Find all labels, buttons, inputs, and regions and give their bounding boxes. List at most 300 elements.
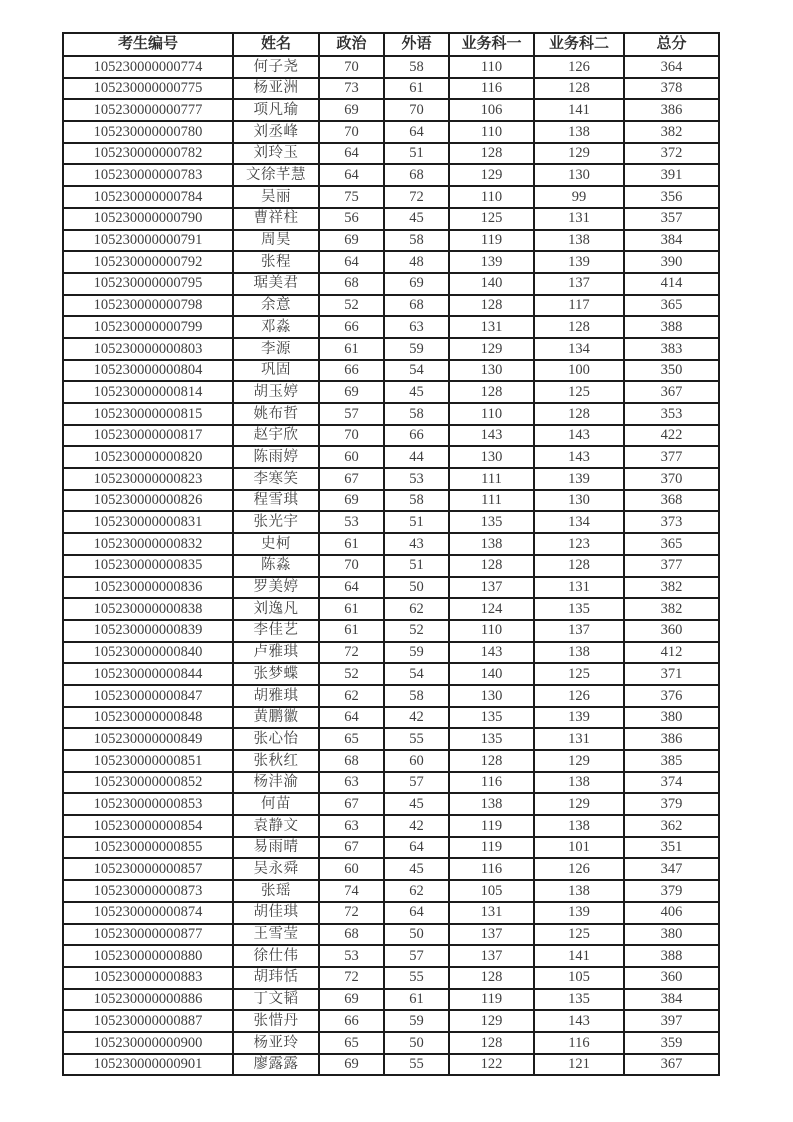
cell-politics: 66 xyxy=(319,316,384,338)
cell-name: 王雪莹 xyxy=(233,924,319,946)
cell-name: 徐仕伟 xyxy=(233,945,319,967)
cell-subject-two: 129 xyxy=(534,143,624,165)
cell-subject-two: 100 xyxy=(534,360,624,382)
table-row xyxy=(63,989,719,1011)
cell-foreign-language: 68 xyxy=(384,295,449,317)
cell-total-score: 385 xyxy=(624,750,719,772)
table-row xyxy=(63,403,719,425)
cell-subject-two: 129 xyxy=(534,750,624,772)
cell-candidate-id: 105230000000814 xyxy=(63,381,233,403)
cell-total-score: 382 xyxy=(624,121,719,143)
table-row xyxy=(63,577,719,599)
cell-politics: 53 xyxy=(319,945,384,967)
cell-subject-one: 116 xyxy=(449,858,534,880)
cell-politics: 72 xyxy=(319,967,384,989)
cell-candidate-id: 105230000000880 xyxy=(63,945,233,967)
col-header-politics: 政治 xyxy=(319,33,384,56)
cell-name: 周昊 xyxy=(233,230,319,252)
cell-name: 何苗 xyxy=(233,793,319,815)
cell-politics: 53 xyxy=(319,511,384,533)
col-header-total-score: 总分 xyxy=(624,33,719,56)
cell-total-score: 406 xyxy=(624,902,719,924)
cell-foreign-language: 55 xyxy=(384,1054,449,1076)
cell-name: 项凡瑜 xyxy=(233,99,319,121)
cell-candidate-id: 105230000000883 xyxy=(63,967,233,989)
cell-subject-one: 110 xyxy=(449,121,534,143)
table-row xyxy=(63,707,719,729)
cell-subject-two: 139 xyxy=(534,251,624,273)
cell-total-score: 353 xyxy=(624,403,719,425)
cell-subject-two: 123 xyxy=(534,533,624,555)
cell-subject-one: 111 xyxy=(449,490,534,512)
table-row xyxy=(63,78,719,100)
cell-name: 胡玉婷 xyxy=(233,381,319,403)
cell-subject-one: 135 xyxy=(449,707,534,729)
cell-foreign-language: 63 xyxy=(384,316,449,338)
cell-name: 程雪琪 xyxy=(233,490,319,512)
table-row xyxy=(63,598,719,620)
cell-name: 吴丽 xyxy=(233,186,319,208)
cell-candidate-id: 105230000000792 xyxy=(63,251,233,273)
table-row xyxy=(63,837,719,859)
cell-subject-two: 139 xyxy=(534,902,624,924)
cell-subject-one: 130 xyxy=(449,446,534,468)
cell-subject-two: 143 xyxy=(534,446,624,468)
cell-candidate-id: 105230000000831 xyxy=(63,511,233,533)
cell-politics: 69 xyxy=(319,989,384,1011)
cell-subject-two: 101 xyxy=(534,837,624,859)
cell-politics: 68 xyxy=(319,924,384,946)
cell-subject-two: 138 xyxy=(534,815,624,837)
cell-total-score: 388 xyxy=(624,316,719,338)
cell-subject-one: 110 xyxy=(449,620,534,642)
cell-candidate-id: 105230000000783 xyxy=(63,164,233,186)
cell-candidate-id: 105230000000844 xyxy=(63,663,233,685)
cell-total-score: 380 xyxy=(624,707,719,729)
cell-foreign-language: 60 xyxy=(384,750,449,772)
cell-name: 李寒笑 xyxy=(233,468,319,490)
cell-subject-one: 128 xyxy=(449,381,534,403)
cell-total-score: 384 xyxy=(624,230,719,252)
table-row xyxy=(63,902,719,924)
cell-foreign-language: 64 xyxy=(384,121,449,143)
cell-foreign-language: 61 xyxy=(384,78,449,100)
cell-name: 邓淼 xyxy=(233,316,319,338)
cell-candidate-id: 105230000000848 xyxy=(63,707,233,729)
cell-subject-two: 137 xyxy=(534,273,624,295)
cell-politics: 66 xyxy=(319,1010,384,1032)
cell-subject-two: 135 xyxy=(534,989,624,1011)
table-row xyxy=(63,1054,719,1076)
cell-subject-two: 138 xyxy=(534,230,624,252)
cell-total-score: 364 xyxy=(624,56,719,78)
cell-politics: 61 xyxy=(319,338,384,360)
cell-total-score: 391 xyxy=(624,164,719,186)
cell-candidate-id: 105230000000795 xyxy=(63,273,233,295)
table-row xyxy=(63,360,719,382)
table-row xyxy=(63,750,719,772)
table-body xyxy=(63,56,719,1075)
cell-politics: 70 xyxy=(319,555,384,577)
cell-politics: 69 xyxy=(319,230,384,252)
score-table xyxy=(62,32,720,1076)
cell-subject-two: 141 xyxy=(534,99,624,121)
cell-politics: 72 xyxy=(319,902,384,924)
cell-foreign-language: 62 xyxy=(384,598,449,620)
cell-subject-one: 128 xyxy=(449,143,534,165)
cell-total-score: 360 xyxy=(624,967,719,989)
cell-name: 姚布哲 xyxy=(233,403,319,425)
cell-subject-one: 125 xyxy=(449,208,534,230)
cell-name: 张秋红 xyxy=(233,750,319,772)
cell-politics: 65 xyxy=(319,728,384,750)
cell-total-score: 360 xyxy=(624,620,719,642)
cell-total-score: 359 xyxy=(624,1032,719,1054)
cell-total-score: 371 xyxy=(624,663,719,685)
cell-name: 曹祥柱 xyxy=(233,208,319,230)
cell-subject-one: 138 xyxy=(449,533,534,555)
cell-subject-two: 99 xyxy=(534,186,624,208)
cell-politics: 64 xyxy=(319,143,384,165)
cell-subject-one: 129 xyxy=(449,1010,534,1032)
cell-candidate-id: 105230000000836 xyxy=(63,577,233,599)
cell-total-score: 383 xyxy=(624,338,719,360)
cell-subject-two: 128 xyxy=(534,78,624,100)
cell-subject-one: 122 xyxy=(449,1054,534,1076)
cell-foreign-language: 58 xyxy=(384,56,449,78)
cell-subject-one: 140 xyxy=(449,273,534,295)
cell-total-score: 384 xyxy=(624,989,719,1011)
table-row xyxy=(63,728,719,750)
cell-name: 史柯 xyxy=(233,533,319,555)
cell-politics: 66 xyxy=(319,360,384,382)
cell-subject-two: 137 xyxy=(534,620,624,642)
cell-subject-one: 106 xyxy=(449,99,534,121)
cell-candidate-id: 105230000000852 xyxy=(63,772,233,794)
table-row xyxy=(63,945,719,967)
cell-politics: 63 xyxy=(319,772,384,794)
cell-foreign-language: 42 xyxy=(384,707,449,729)
cell-subject-two: 125 xyxy=(534,924,624,946)
cell-candidate-id: 105230000000886 xyxy=(63,989,233,1011)
cell-subject-one: 128 xyxy=(449,295,534,317)
cell-total-score: 351 xyxy=(624,837,719,859)
cell-subject-one: 119 xyxy=(449,230,534,252)
table-row xyxy=(63,967,719,989)
cell-total-score: 372 xyxy=(624,143,719,165)
cell-subject-one: 110 xyxy=(449,186,534,208)
cell-subject-one: 119 xyxy=(449,989,534,1011)
cell-politics: 52 xyxy=(319,295,384,317)
cell-foreign-language: 55 xyxy=(384,967,449,989)
cell-candidate-id: 105230000000790 xyxy=(63,208,233,230)
cell-total-score: 367 xyxy=(624,1054,719,1076)
cell-candidate-id: 105230000000877 xyxy=(63,924,233,946)
cell-politics: 64 xyxy=(319,707,384,729)
cell-foreign-language: 45 xyxy=(384,381,449,403)
cell-politics: 64 xyxy=(319,577,384,599)
cell-politics: 72 xyxy=(319,642,384,664)
col-header-foreign-language: 外语 xyxy=(384,33,449,56)
cell-subject-one: 130 xyxy=(449,685,534,707)
cell-name: 巩固 xyxy=(233,360,319,382)
cell-candidate-id: 105230000000826 xyxy=(63,490,233,512)
cell-foreign-language: 50 xyxy=(384,1032,449,1054)
table-row xyxy=(63,56,719,78)
cell-foreign-language: 68 xyxy=(384,164,449,186)
cell-subject-two: 139 xyxy=(534,707,624,729)
cell-subject-one: 119 xyxy=(449,837,534,859)
cell-foreign-language: 59 xyxy=(384,642,449,664)
cell-total-score: 350 xyxy=(624,360,719,382)
cell-foreign-language: 45 xyxy=(384,208,449,230)
cell-name: 琚美君 xyxy=(233,273,319,295)
cell-foreign-language: 52 xyxy=(384,620,449,642)
cell-name: 罗美婷 xyxy=(233,577,319,599)
table-row xyxy=(63,620,719,642)
cell-name: 陈雨婷 xyxy=(233,446,319,468)
cell-politics: 61 xyxy=(319,533,384,555)
cell-subject-one: 131 xyxy=(449,902,534,924)
cell-politics: 67 xyxy=(319,468,384,490)
cell-subject-one: 130 xyxy=(449,360,534,382)
cell-subject-two: 134 xyxy=(534,338,624,360)
cell-total-score: 414 xyxy=(624,273,719,295)
table-row xyxy=(63,880,719,902)
table-row xyxy=(63,858,719,880)
cell-name: 赵宇欣 xyxy=(233,425,319,447)
table-row xyxy=(63,446,719,468)
col-header-subject-two: 业务科二 xyxy=(534,33,624,56)
table-row xyxy=(63,924,719,946)
cell-subject-one: 116 xyxy=(449,78,534,100)
cell-subject-two: 139 xyxy=(534,468,624,490)
cell-subject-two: 125 xyxy=(534,663,624,685)
cell-foreign-language: 62 xyxy=(384,880,449,902)
cell-total-score: 379 xyxy=(624,793,719,815)
cell-total-score: 368 xyxy=(624,490,719,512)
cell-candidate-id: 105230000000857 xyxy=(63,858,233,880)
cell-total-score: 373 xyxy=(624,511,719,533)
cell-total-score: 362 xyxy=(624,815,719,837)
cell-candidate-id: 105230000000874 xyxy=(63,902,233,924)
cell-candidate-id: 105230000000780 xyxy=(63,121,233,143)
cell-foreign-language: 43 xyxy=(384,533,449,555)
cell-politics: 61 xyxy=(319,620,384,642)
cell-candidate-id: 105230000000855 xyxy=(63,837,233,859)
cell-candidate-id: 105230000000774 xyxy=(63,56,233,78)
cell-politics: 65 xyxy=(319,1032,384,1054)
cell-candidate-id: 105230000000839 xyxy=(63,620,233,642)
cell-subject-two: 128 xyxy=(534,316,624,338)
cell-candidate-id: 105230000000835 xyxy=(63,555,233,577)
cell-candidate-id: 105230000000900 xyxy=(63,1032,233,1054)
cell-foreign-language: 55 xyxy=(384,728,449,750)
table-row xyxy=(63,533,719,555)
cell-total-score: 388 xyxy=(624,945,719,967)
table-row xyxy=(63,490,719,512)
cell-total-score: 374 xyxy=(624,772,719,794)
cell-subject-two: 143 xyxy=(534,1010,624,1032)
cell-subject-two: 131 xyxy=(534,577,624,599)
cell-candidate-id: 105230000000777 xyxy=(63,99,233,121)
cell-candidate-id: 105230000000853 xyxy=(63,793,233,815)
cell-politics: 57 xyxy=(319,403,384,425)
cell-foreign-language: 57 xyxy=(384,945,449,967)
table-row xyxy=(63,208,719,230)
col-header-name: 姓名 xyxy=(233,33,319,56)
cell-name: 张梦蝶 xyxy=(233,663,319,685)
cell-politics: 64 xyxy=(319,251,384,273)
cell-politics: 62 xyxy=(319,685,384,707)
cell-subject-one: 139 xyxy=(449,251,534,273)
cell-subject-two: 138 xyxy=(534,880,624,902)
cell-candidate-id: 105230000000815 xyxy=(63,403,233,425)
cell-foreign-language: 58 xyxy=(384,685,449,707)
cell-candidate-id: 105230000000823 xyxy=(63,468,233,490)
cell-foreign-language: 42 xyxy=(384,815,449,837)
cell-total-score: 386 xyxy=(624,728,719,750)
cell-total-score: 382 xyxy=(624,577,719,599)
header-row xyxy=(63,33,719,56)
cell-politics: 70 xyxy=(319,121,384,143)
cell-politics: 67 xyxy=(319,793,384,815)
cell-subject-two: 131 xyxy=(534,728,624,750)
cell-candidate-id: 105230000000782 xyxy=(63,143,233,165)
cell-foreign-language: 58 xyxy=(384,403,449,425)
cell-subject-one: 138 xyxy=(449,793,534,815)
cell-subject-two: 126 xyxy=(534,56,624,78)
table-row xyxy=(63,793,719,815)
table-row xyxy=(63,295,719,317)
cell-subject-two: 121 xyxy=(534,1054,624,1076)
cell-subject-two: 128 xyxy=(534,555,624,577)
cell-foreign-language: 57 xyxy=(384,772,449,794)
cell-name: 胡玮恬 xyxy=(233,967,319,989)
cell-politics: 68 xyxy=(319,273,384,295)
cell-name: 李源 xyxy=(233,338,319,360)
cell-name: 何子尧 xyxy=(233,56,319,78)
cell-candidate-id: 105230000000798 xyxy=(63,295,233,317)
table-row xyxy=(63,772,719,794)
table-row xyxy=(63,99,719,121)
cell-politics: 63 xyxy=(319,815,384,837)
cell-total-score: 365 xyxy=(624,533,719,555)
cell-subject-two: 143 xyxy=(534,425,624,447)
cell-name: 胡佳琪 xyxy=(233,902,319,924)
cell-subject-one: 137 xyxy=(449,945,534,967)
cell-foreign-language: 70 xyxy=(384,99,449,121)
cell-candidate-id: 105230000000820 xyxy=(63,446,233,468)
cell-name: 李佳艺 xyxy=(233,620,319,642)
cell-politics: 74 xyxy=(319,880,384,902)
cell-name: 廖露露 xyxy=(233,1054,319,1076)
cell-politics: 68 xyxy=(319,750,384,772)
cell-politics: 73 xyxy=(319,78,384,100)
cell-name: 刘玲玉 xyxy=(233,143,319,165)
cell-foreign-language: 45 xyxy=(384,858,449,880)
cell-candidate-id: 105230000000838 xyxy=(63,598,233,620)
cell-name: 胡雅琪 xyxy=(233,685,319,707)
cell-foreign-language: 58 xyxy=(384,490,449,512)
cell-name: 丁文韬 xyxy=(233,989,319,1011)
cell-candidate-id: 105230000000840 xyxy=(63,642,233,664)
table-row xyxy=(63,230,719,252)
cell-politics: 67 xyxy=(319,837,384,859)
table-row xyxy=(63,273,719,295)
cell-subject-one: 135 xyxy=(449,511,534,533)
cell-total-score: 356 xyxy=(624,186,719,208)
cell-subject-one: 137 xyxy=(449,924,534,946)
cell-name: 杨亚洲 xyxy=(233,78,319,100)
cell-subject-two: 128 xyxy=(534,403,624,425)
table-row xyxy=(63,815,719,837)
cell-subject-one: 119 xyxy=(449,815,534,837)
table-row xyxy=(63,1032,719,1054)
cell-name: 文徐芊慧 xyxy=(233,164,319,186)
cell-foreign-language: 72 xyxy=(384,186,449,208)
cell-foreign-language: 54 xyxy=(384,360,449,382)
cell-total-score: 397 xyxy=(624,1010,719,1032)
table-row xyxy=(63,425,719,447)
col-header-candidate-id: 考生编号 xyxy=(63,33,233,56)
cell-subject-one: 143 xyxy=(449,642,534,664)
cell-politics: 69 xyxy=(319,1054,384,1076)
cell-politics: 75 xyxy=(319,186,384,208)
cell-name: 卢雅琪 xyxy=(233,642,319,664)
cell-politics: 69 xyxy=(319,99,384,121)
cell-subject-one: 131 xyxy=(449,316,534,338)
cell-subject-two: 138 xyxy=(534,642,624,664)
cell-subject-one: 124 xyxy=(449,598,534,620)
cell-politics: 60 xyxy=(319,446,384,468)
cell-total-score: 390 xyxy=(624,251,719,273)
cell-candidate-id: 105230000000803 xyxy=(63,338,233,360)
table-row xyxy=(63,642,719,664)
cell-total-score: 378 xyxy=(624,78,719,100)
cell-total-score: 367 xyxy=(624,381,719,403)
cell-total-score: 370 xyxy=(624,468,719,490)
cell-foreign-language: 51 xyxy=(384,555,449,577)
cell-name: 刘丞峰 xyxy=(233,121,319,143)
cell-candidate-id: 105230000000817 xyxy=(63,425,233,447)
cell-foreign-language: 59 xyxy=(384,338,449,360)
cell-foreign-language: 50 xyxy=(384,924,449,946)
cell-foreign-language: 54 xyxy=(384,663,449,685)
cell-name: 袁静文 xyxy=(233,815,319,837)
cell-candidate-id: 105230000000791 xyxy=(63,230,233,252)
cell-candidate-id: 105230000000832 xyxy=(63,533,233,555)
cell-subject-one: 128 xyxy=(449,555,534,577)
cell-subject-two: 129 xyxy=(534,793,624,815)
cell-name: 陈淼 xyxy=(233,555,319,577)
cell-politics: 52 xyxy=(319,663,384,685)
cell-name: 杨亚玲 xyxy=(233,1032,319,1054)
cell-foreign-language: 44 xyxy=(384,446,449,468)
cell-subject-two: 126 xyxy=(534,858,624,880)
cell-subject-one: 110 xyxy=(449,56,534,78)
cell-candidate-id: 105230000000804 xyxy=(63,360,233,382)
cell-politics: 61 xyxy=(319,598,384,620)
cell-total-score: 380 xyxy=(624,924,719,946)
cell-name: 张心怡 xyxy=(233,728,319,750)
cell-foreign-language: 69 xyxy=(384,273,449,295)
cell-subject-one: 137 xyxy=(449,577,534,599)
cell-total-score: 386 xyxy=(624,99,719,121)
cell-candidate-id: 105230000000849 xyxy=(63,728,233,750)
cell-subject-one: 128 xyxy=(449,1032,534,1054)
cell-subject-two: 131 xyxy=(534,208,624,230)
